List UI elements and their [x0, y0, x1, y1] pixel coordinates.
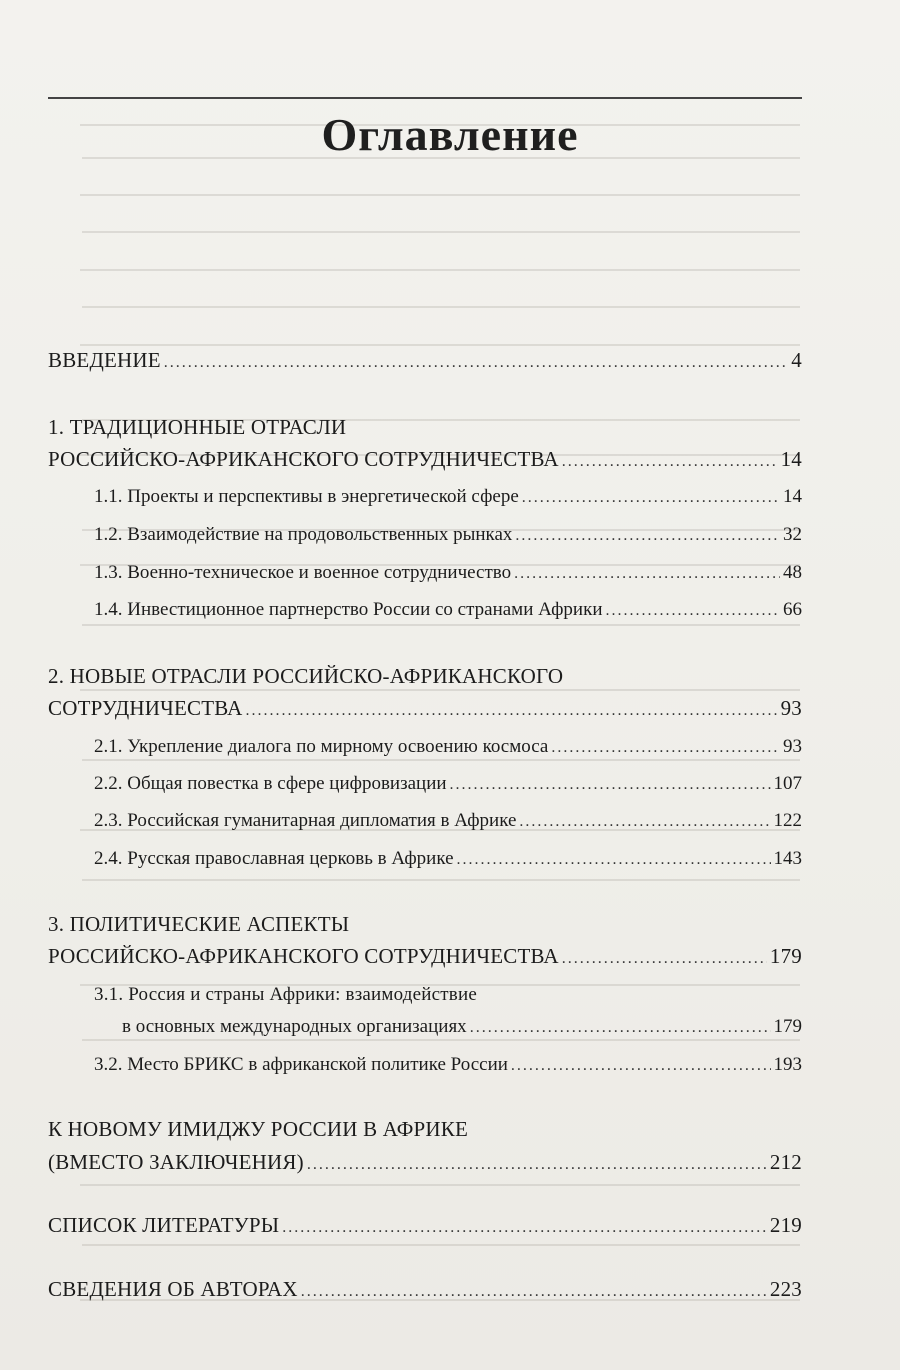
- toc-page-number: 122: [773, 810, 802, 831]
- dot-leader: [551, 735, 780, 761]
- toc-page-number: 179: [773, 1016, 802, 1037]
- toc-entry-label: 1.2. Взаимодействие на продовольственных рынках: [94, 524, 513, 545]
- toc-entry-label: 3.2. Место БРИКС в африканской политике России: [94, 1054, 508, 1075]
- toc-entry-1-1[interactable]: [94, 484, 802, 511]
- toc-page-number: 212: [769, 1150, 802, 1174]
- toc-entry-label: СВЕДЕНИЯ ОБ АВТОРАХ: [48, 1277, 298, 1301]
- toc-entry-label: 1.1. Проекты и перспективы в энергетической сфере: [94, 486, 519, 507]
- dot-leader: [282, 1215, 767, 1241]
- toc-page-number: 219: [769, 1213, 802, 1237]
- dot-leader: [515, 523, 780, 549]
- dot-leader: [301, 1279, 767, 1305]
- toc-entry-label: в основных международных организациях: [122, 1016, 467, 1037]
- toc-entry-label: ВВЕДЕНИЕ: [48, 348, 161, 372]
- toc-entry-conclusion[interactable]: [48, 1149, 802, 1178]
- dot-leader: [470, 1015, 771, 1041]
- header-rule: [48, 97, 802, 99]
- page-title: Оглавление: [321, 109, 579, 160]
- toc-page-number: 223: [769, 1277, 802, 1301]
- toc-entry-intro[interactable]: [48, 347, 802, 376]
- dot-leader: [522, 485, 780, 511]
- toc-page-number: 48: [783, 562, 802, 583]
- toc-entry-authors[interactable]: [48, 1276, 802, 1305]
- dot-leader: [606, 598, 780, 624]
- toc-entry-label: (ВМЕСТО ЗАКЛЮЧЕНИЯ): [48, 1150, 304, 1174]
- toc-section-1-title-line1[interactable]: 1. ТРАДИЦИОННЫЕ ОТРАСЛИ: [48, 415, 347, 439]
- toc-entry-1-3[interactable]: [94, 560, 802, 587]
- toc-entry-section-2[interactable]: [48, 695, 802, 724]
- toc-page-number: 143: [773, 848, 802, 869]
- toc-entry-label: СПИСОК ЛИТЕРАТУРЫ: [48, 1213, 280, 1237]
- toc-entry-label: РОССИЙСКО-АФРИКАНСКОГО СОТРУДНИЧЕСТВА: [48, 944, 559, 968]
- toc-page-number: 107: [773, 773, 802, 794]
- toc-entry-2-2[interactable]: [94, 771, 802, 798]
- toc-entry-2-4[interactable]: [94, 846, 802, 873]
- toc-entry-label: 2.4. Русская православная церковь в Африке: [94, 848, 454, 869]
- toc-section-3-title-line1[interactable]: 3. ПОЛИТИЧЕСКИЕ АСПЕКТЫ: [48, 912, 350, 936]
- toc-page-number: 14: [780, 447, 802, 471]
- dot-leader: [246, 698, 778, 724]
- toc-entry-label: СОТРУДНИЧЕСТВА: [48, 696, 243, 720]
- toc-entry-label: 1.3. Военно-техническое и военное сотрудничество: [94, 562, 512, 583]
- toc-page-number: 93: [780, 696, 802, 720]
- toc-section-2-title-line1[interactable]: 2. НОВЫЕ ОТРАСЛИ РОССИЙСКО-АФРИКАНСКОГО: [48, 664, 564, 688]
- toc-entry-label: РОССИЙСКО-АФРИКАНСКОГО СОТРУДНИЧЕСТВА: [48, 447, 559, 471]
- toc-entry-1-4[interactable]: [94, 597, 802, 624]
- toc-page-number: 66: [783, 599, 802, 620]
- dot-leader: [514, 561, 780, 587]
- toc-page-number: 179: [769, 944, 802, 968]
- toc-entry-label: 2.2. Общая повестка в сфере цифровизации: [94, 773, 447, 794]
- toc-page-number: 14: [783, 486, 802, 507]
- toc-entry-section-1[interactable]: [48, 446, 802, 475]
- toc-entry-section-3[interactable]: [48, 943, 802, 972]
- toc-conclusion-line1[interactable]: К НОВОМУ ИМИДЖУ РОССИИ В АФРИКЕ: [48, 1117, 469, 1141]
- toc-entry-label: 2.3. Российская гуманитарная дипломатия в Африке: [94, 810, 517, 831]
- toc-entry-3-2[interactable]: [94, 1052, 802, 1079]
- toc-entry-3-1[interactable]: [122, 1014, 802, 1041]
- toc-entry-3-1-line1[interactable]: 3.1. Россия и страны Африки: взаимодействие: [94, 984, 477, 1005]
- toc-page-number: 193: [773, 1054, 802, 1075]
- dot-leader: [450, 772, 771, 798]
- toc-entry-label: 1.4. Инвестиционное партнерство России со странами Африки: [94, 599, 603, 620]
- dot-leader: [307, 1152, 767, 1178]
- dot-leader: [457, 847, 771, 873]
- toc-entry-2-1[interactable]: [94, 734, 802, 761]
- dot-leader: [562, 946, 767, 972]
- toc-entry-label: 2.1. Укрепление диалога по мирному освоению космоса: [94, 736, 549, 757]
- toc-entry-2-3[interactable]: [94, 808, 802, 835]
- dot-leader: [519, 809, 770, 835]
- toc-page-number: 32: [783, 524, 802, 545]
- toc-entry-1-2[interactable]: [94, 522, 802, 549]
- toc-page-number: 4: [791, 348, 802, 372]
- dot-leader: [511, 1053, 771, 1079]
- dot-leader: [164, 350, 789, 376]
- toc-entry-bibliography[interactable]: [48, 1212, 802, 1241]
- toc-page-number: 93: [783, 736, 802, 757]
- dot-leader: [562, 449, 778, 475]
